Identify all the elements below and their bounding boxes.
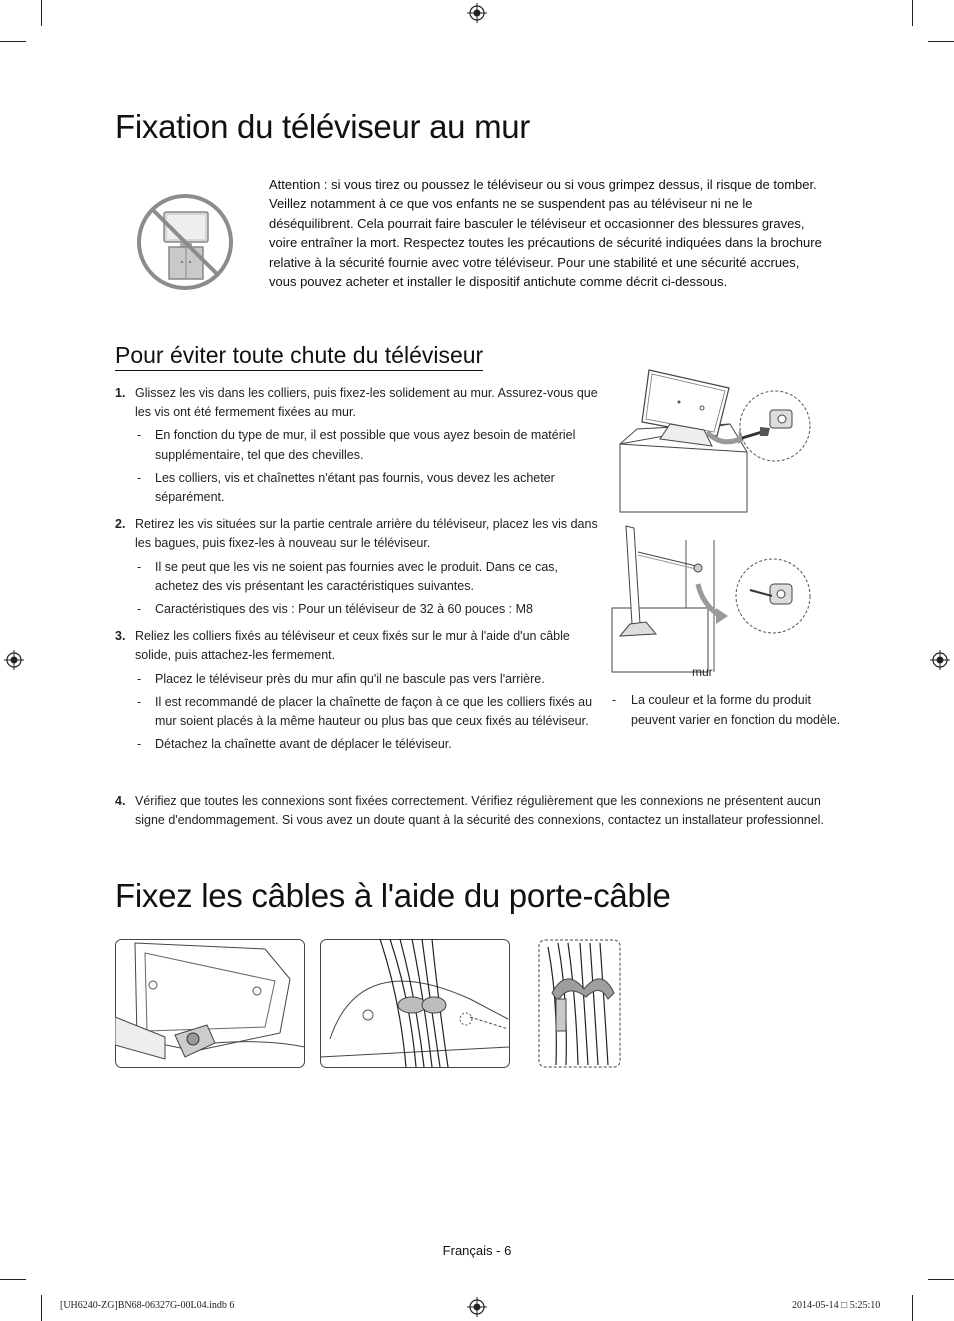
cable-holder-detail-icon bbox=[538, 939, 622, 1069]
page-title: Fixation du téléviseur au mur bbox=[115, 108, 530, 145]
safety-warning: Attention : si vous tirez ou poussez le téléviseur ou si vous grimpez dessus, il risque de tomber. Veillez notamment à ce que vos enfants ne se suspendent pas au téléviseur ni ne le déséquilibrent. Cela pourrait faire basculer le téléviseur et occasionner des blessures graves, voire entraîner la mort. Respectez toutes les précautions de sécurité indiquées dans la brochure relative à la sécurité fournie avec votre téléviseur. Pour une stabilité et une sécurité accrues, vous pouvez acheter et installer le dispositif antichute comme décrit ci-dessous. bbox=[269, 177, 822, 290]
product-note: - La couleur et la forme du produit peuvent varier en fonction du modèle. bbox=[612, 693, 841, 727]
sub-item: - Les colliers, vis et chaînettes n'étant pas fournis, vous devez les acheter séparément. bbox=[137, 470, 555, 505]
registration-mark-icon bbox=[930, 650, 950, 670]
registration-mark-icon bbox=[467, 3, 487, 23]
crop-mark bbox=[41, 0, 42, 26]
step-text: Retirez les vis situées sur la partie centrale arrière du téléviseur, placez les vis dans les bagues, puis fixez-les à nouveau sur le téléviseur. bbox=[135, 517, 598, 551]
registration-mark-icon bbox=[467, 1297, 487, 1317]
crop-mark bbox=[0, 41, 26, 42]
steps-list bbox=[115, 384, 605, 762]
no-tv-climbing-icon bbox=[137, 194, 233, 290]
step-text: Vérifiez que toutes les connexions sont fixées correctement. Vérifiez régulièrement que les connexions ne présentent aucun signe d'endommagement. Si vous avez un doute quant à la sécurité des connexions, contactez un installateur professionnel. bbox=[135, 794, 824, 828]
sub-item: - Il est recommandé de placer la chaînette de façon à ce que les colliers fixés au mur soient placés à la même hauteur ou plus bas que ceux fixés au téléviseur. bbox=[137, 694, 593, 729]
sub-item: - Il se peut que les vis ne soient pas fournies avec le produit. Dans ce cas, achetez des vis présentant les caractéristiques suivantes. bbox=[137, 559, 559, 593]
tv-wall-side-illustration bbox=[610, 524, 815, 684]
registration-mark-icon bbox=[4, 650, 24, 670]
step-number: 1. bbox=[115, 386, 126, 400]
step-number: 2. bbox=[115, 517, 126, 532]
crop-mark bbox=[928, 1279, 954, 1280]
crop-mark bbox=[912, 1295, 913, 1321]
step-text: Glissez les vis dans les colliers, puis fixez-les solidement au mur. Assurez-vous que les vis ont été fermement fixées au mur. bbox=[135, 386, 598, 420]
sub-item: - Placez le téléviseur près du mur afin qu'il ne bascule pas vers l'arrière. bbox=[137, 671, 545, 686]
step-text: Reliez les colliers fixés au téléviseur et ceux fixés sur le mur à l'aide d'un câble solide, puis attachez-les fermement. bbox=[135, 629, 570, 663]
crop-mark bbox=[912, 0, 913, 26]
sub-item: - Détachez la chaînette avant de déplacer le téléviseur. bbox=[137, 737, 452, 752]
step-item bbox=[115, 792, 835, 830]
crop-mark bbox=[41, 1295, 42, 1321]
step-number: 3. bbox=[115, 629, 126, 644]
sub-item: - En fonction du type de mur, il est possible que vous ayez besoin de matériel supplémentaire, tel que des chevilles. bbox=[137, 428, 576, 462]
print-slug-left: [UH6240-ZG]BN68-06327G-00L04.indb 6 bbox=[60, 1300, 235, 1311]
cable-holder-attached-illustration bbox=[320, 939, 512, 1069]
step-number: 4. bbox=[115, 794, 126, 808]
step-item bbox=[115, 627, 605, 754]
step-item bbox=[115, 515, 605, 619]
crop-mark bbox=[928, 41, 954, 42]
wall-label: mur bbox=[692, 665, 713, 679]
crop-mark bbox=[0, 1279, 26, 1280]
sub-item: - Caractéristiques des vis : Pour un téléviseur de 32 à 60 pouces : M8 bbox=[137, 602, 533, 617]
section-title: Pour éviter toute chute du téléviseur bbox=[115, 341, 483, 371]
cable-holder-back-illustration bbox=[115, 939, 307, 1069]
page-footer: Français - 6 bbox=[442, 1243, 512, 1258]
section-title-cables: Fixez les câbles à l'aide du porte-câble bbox=[115, 877, 671, 914]
step-item bbox=[115, 384, 605, 507]
tv-stand-bracket-illustration bbox=[612, 364, 812, 514]
print-slug-right: 2014-05-14 □ 5:25:10 bbox=[792, 1300, 881, 1311]
